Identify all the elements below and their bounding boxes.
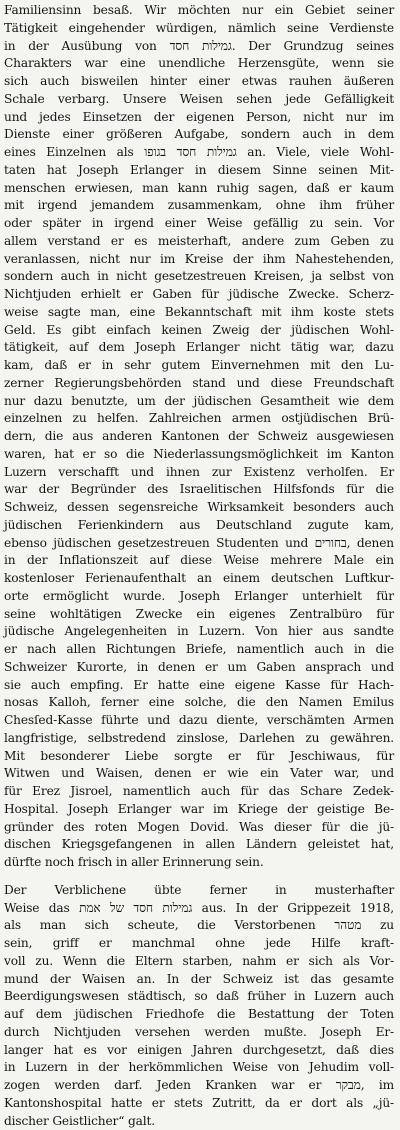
text-line: mund der Waisen an. In der Schweiz ist das gesamte — [4, 971, 394, 989]
text-line: dischen Kriegsgefangenen in allen Ländern geleistet hat, — [4, 836, 394, 854]
text-line: voll zu. Wenn die Eltern starben, nahm er sich als Vor- — [4, 953, 394, 971]
text-line: langer hat es vor einigen Jahren durchgesetzt, daß dies — [4, 1042, 394, 1060]
text-line: Kantonshospital hatte er stets Zutritt, da er dort als „jü- — [4, 1095, 394, 1113]
text-line: orte ermöglicht wurde. Joseph Erlanger unterhielt für — [4, 588, 394, 606]
text-line: langfristige, selbstredend zinslose, Darlehen zu gewähren. — [4, 730, 394, 748]
text-line: durch Nichtjuden versehen werden mußte. Joseph Er- — [4, 1024, 394, 1042]
text-line: veranlassen, nicht nur im Kreise der ihm Nahestehenden, — [4, 251, 394, 269]
text-line: menschen erwiesen, man kann ruhig sagen, daß er kaum — [4, 180, 394, 198]
text-line: zerner Regierungsbehörden stand und diese Freundschaft — [4, 375, 394, 393]
text-line: als man sich scheute, die Verstorbenen מטהר zu — [4, 917, 394, 935]
article-paragraph-2 — [4, 882, 394, 1130]
text-line: Schweizer Kurorte, in denen er um Gaben ansprach und — [4, 659, 394, 677]
text-line: weise sagte man, eine Bekanntschaft mit ihm koste stets — [4, 304, 394, 322]
text-line: allem verstand er es meisterhaft, andere zum Geben zu — [4, 233, 394, 251]
text-line: sie auch empfing. Er hatte eine eigene Kasse für Hach- — [4, 677, 394, 695]
text-line: Hospital. Joseph Erlanger war im Kriege der geistige Be- — [4, 801, 394, 819]
text-line: Der Verblichene übte ferner in musterhafter — [4, 882, 394, 900]
text-line: Familiensinn besaß. Wir möchten nur ein Gebiet seiner — [4, 2, 394, 20]
text-line: eines Einzelnen als גמילות חסד בגופו an. Viele, viele Wohl- — [4, 144, 394, 162]
text-line: zogen werden darf. Jeden Kranken war er מבקר, im — [4, 1077, 394, 1095]
text-line: ebenso jüdischen gesetzestreuen Studenten und בחורים, denen — [4, 535, 394, 553]
text-line: Witwen und Waisen, denen er wie ein Vater war, und — [4, 765, 394, 783]
text-line: mit irgend jemandem zusammenkam, ohne ihm früher — [4, 197, 394, 215]
text-line: Chesſed-Kasse führte und dazu diente, verschämten Armen — [4, 712, 394, 730]
text-line: kostenloser Ferienaufenthalt an einem deutschen Luftkur- — [4, 570, 394, 588]
text-line: sich auch bisweilen hinter einer etwas rauhen äußeren — [4, 73, 394, 91]
text-line: Geld. Es gibt einfach keinen Zweig der jüdischen Wohl- — [4, 322, 394, 340]
text-line: sondern auch in nicht gesetzestreuen Kreisen, ja selbst von — [4, 268, 394, 286]
text-line: taten hat Joseph Erlanger in diesem Sinne seinen Mit- — [4, 162, 394, 180]
article-paragraph-1 — [4, 2, 394, 872]
text-line: gründer des roten Mogen Dovid. Was dieser für die jü- — [4, 819, 394, 837]
text-line: Beerdigungswesen städtisch, so daß früher in Luzern auch — [4, 988, 394, 1006]
text-line: nosas Kalloh, ferner eine solche, die den Namen Emilus — [4, 694, 394, 712]
text-line: Nichtjuden erhielt er Gaben für jüdische Zwecke. Scherz- — [4, 286, 394, 304]
text-line: in der Inflationszeit auf diese Weise mehrere Male ein — [4, 552, 394, 570]
text-line: in Luzern in der herkömmlichen Weise von Jehudim voll- — [4, 1059, 394, 1077]
text-line: Dienste einer größeren Aufgabe, sondern auch in dem — [4, 126, 394, 144]
text-line: Luzern verschafft und ihnen zur Existenz verholfen. Er — [4, 464, 394, 482]
text-line: er nach allen Richtungen Briefe, namentlich auch in die — [4, 641, 394, 659]
text-line: waren, hat er so die Niederlassungsmöglichkeit im Kanton — [4, 446, 394, 464]
text-line: oder später in irgend einer Weise gefällig zu sein. Vor — [4, 215, 394, 233]
text-line: und jedes Einsetzen der eigenen Person, nicht nur im — [4, 109, 394, 127]
text-line: auf dem jüdischen Friedhofe die Bestattung der Toten — [4, 1006, 394, 1024]
text-line: einzelnen zu helfen. Zahlreichen armen ostjüdischen Brü- — [4, 410, 394, 428]
text-line: Schweiz, dessen segensreiche Wirksamkeit besonders auch — [4, 499, 394, 517]
text-line: Charakters war eine unendliche Herzensgüte, wenn sie — [4, 55, 394, 73]
text-line: Mit besonderer Liebe sorgte er für Jeschiwaus, für — [4, 748, 394, 766]
text-line: Tätigkeit eingehender würdigen, nämlich seine Verdienste — [4, 20, 394, 38]
text-line: tätigkeit, auf dem Joseph Erlanger nicht tätig war, dazu — [4, 339, 394, 357]
text-line: jüdische Angelegenheiten in Luzern. Von hier aus sandte — [4, 623, 394, 641]
text-line: Weise das גמילות חסד של אמת aus. In der Grippezeit 1918, — [4, 900, 394, 918]
text-line: dern, die aus anderen Kantonen der Schweiz ausgewiesen — [4, 428, 394, 446]
text-line: seine wohltätigen Zwecke ein eigenes Zentralbüro für — [4, 606, 394, 624]
text-line: für Erez Jisroel, namentlich auch für das Schare Zedek- — [4, 783, 394, 801]
text-line: war der Begründer des Israelitischen Hilfsfonds für die — [4, 481, 394, 499]
text-line: discher Geistlicher“ galt. — [4, 1113, 394, 1130]
text-line: nur dazu benutzte, um der jüdischen Gesamtheit wie dem — [4, 393, 394, 411]
text-line: dürfte noch frisch in aller Erinnerung sein. — [4, 854, 394, 872]
text-line: sein, griff er manchmal ohne jede Hilfe kraft- — [4, 935, 394, 953]
text-line: jüdischen Ferienkindern aus Deutschland zugute kam, — [4, 517, 394, 535]
text-line: Schale verbarg. Unsere Weisen sehen jede Gefälligkeit — [4, 91, 394, 109]
text-line: in der Ausübung von גמילות חסד. Der Grundzug seines — [4, 38, 394, 56]
text-line: kam, daß er in sehr gutem Einvernehmen mit den Lu- — [4, 357, 394, 375]
